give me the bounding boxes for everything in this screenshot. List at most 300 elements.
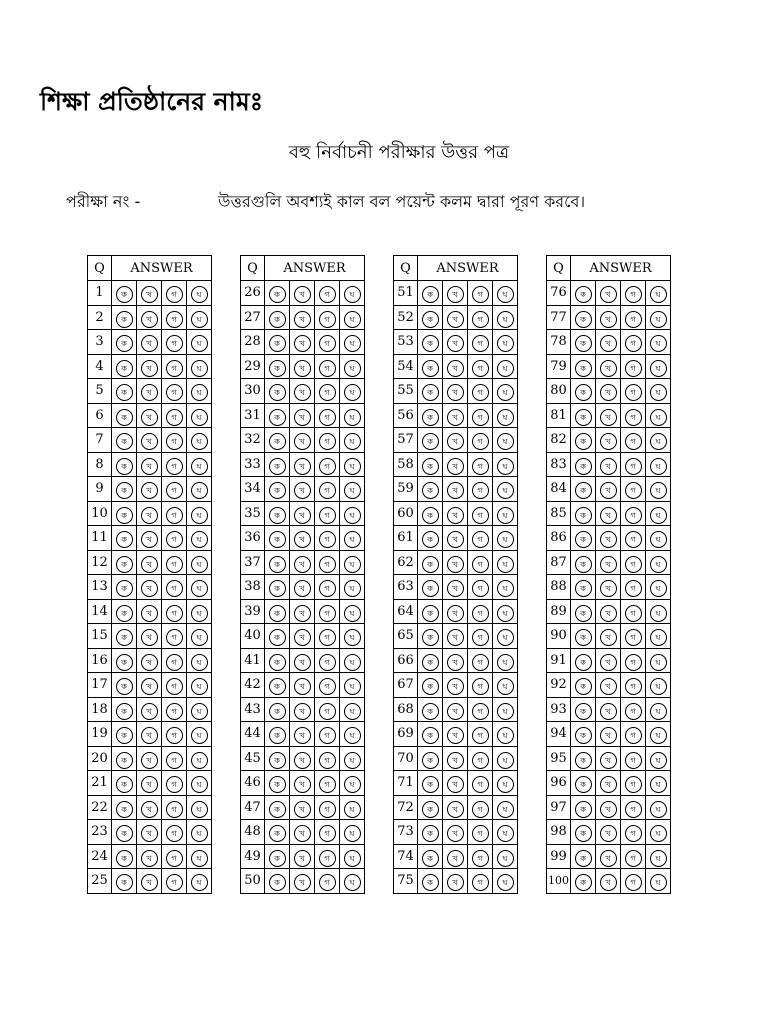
answer-bubble[interactable]: খ [141, 580, 158, 597]
answer-bubble[interactable]: খ [600, 801, 617, 818]
answer-bubble[interactable]: খ [294, 409, 311, 426]
answer-bubble[interactable]: গ [319, 335, 336, 352]
answer-bubble[interactable]: খ [141, 482, 158, 499]
answer-bubble[interactable]: ক [116, 629, 133, 646]
answer-bubble[interactable]: গ [625, 825, 642, 842]
answer-bubble[interactable]: গ [319, 531, 336, 548]
answer-bubble[interactable]: গ [625, 384, 642, 401]
answer-bubble[interactable]: খ [294, 825, 311, 842]
answer-bubble[interactable]: খ [141, 531, 158, 548]
answer-bubble[interactable]: গ [319, 311, 336, 328]
answer-bubble[interactable]: গ [166, 874, 183, 891]
answer-bubble[interactable]: ক [116, 286, 133, 303]
answer-bubble[interactable]: গ [472, 850, 489, 867]
answer-bubble[interactable]: গ [625, 286, 642, 303]
answer-bubble[interactable]: ঘ [191, 874, 208, 891]
answer-bubble[interactable]: খ [294, 580, 311, 597]
answer-bubble[interactable]: ক [116, 311, 133, 328]
answer-bubble[interactable]: ঘ [497, 458, 514, 475]
answer-bubble[interactable]: গ [472, 458, 489, 475]
answer-bubble[interactable]: ক [116, 678, 133, 695]
answer-bubble[interactable]: খ [294, 801, 311, 818]
answer-bubble[interactable]: ঘ [650, 678, 667, 695]
answer-bubble[interactable]: গ [472, 825, 489, 842]
answer-bubble[interactable]: ঘ [497, 678, 514, 695]
answer-bubble[interactable]: খ [447, 311, 464, 328]
answer-bubble[interactable]: ক [116, 752, 133, 769]
answer-bubble[interactable]: ক [269, 311, 286, 328]
answer-bubble[interactable]: ঘ [344, 874, 361, 891]
answer-bubble[interactable]: ক [575, 629, 592, 646]
answer-bubble[interactable]: খ [600, 605, 617, 622]
answer-bubble[interactable]: খ [600, 727, 617, 744]
answer-bubble[interactable]: খ [600, 482, 617, 499]
answer-bubble[interactable]: খ [447, 727, 464, 744]
answer-bubble[interactable]: ঘ [650, 850, 667, 867]
answer-bubble[interactable]: ঘ [191, 335, 208, 352]
answer-bubble[interactable]: ক [269, 286, 286, 303]
answer-bubble[interactable]: গ [472, 335, 489, 352]
answer-bubble[interactable]: খ [294, 605, 311, 622]
answer-bubble[interactable]: ঘ [650, 874, 667, 891]
answer-bubble[interactable]: খ [447, 384, 464, 401]
answer-bubble[interactable]: ক [422, 531, 439, 548]
answer-bubble[interactable]: গ [166, 311, 183, 328]
answer-bubble[interactable]: ঘ [497, 580, 514, 597]
answer-bubble[interactable]: গ [166, 703, 183, 720]
answer-bubble[interactable]: খ [447, 580, 464, 597]
answer-bubble[interactable]: ঘ [497, 654, 514, 671]
answer-bubble[interactable]: ক [269, 703, 286, 720]
answer-bubble[interactable]: ক [575, 850, 592, 867]
answer-bubble[interactable]: ক [116, 409, 133, 426]
answer-bubble[interactable]: ঘ [650, 286, 667, 303]
answer-bubble[interactable]: খ [600, 360, 617, 377]
answer-bubble[interactable]: খ [294, 458, 311, 475]
answer-bubble[interactable]: খ [141, 384, 158, 401]
answer-bubble[interactable]: গ [472, 678, 489, 695]
answer-bubble[interactable]: ঘ [191, 458, 208, 475]
answer-bubble[interactable]: খ [447, 703, 464, 720]
answer-bubble[interactable]: ঘ [497, 507, 514, 524]
answer-bubble[interactable]: ক [422, 703, 439, 720]
answer-bubble[interactable]: গ [319, 874, 336, 891]
answer-bubble[interactable]: খ [600, 678, 617, 695]
answer-bubble[interactable]: ঘ [344, 311, 361, 328]
answer-bubble[interactable]: ক [422, 727, 439, 744]
answer-bubble[interactable]: খ [600, 776, 617, 793]
answer-bubble[interactable]: গ [472, 286, 489, 303]
answer-bubble[interactable]: খ [447, 776, 464, 793]
answer-bubble[interactable]: ক [575, 580, 592, 597]
answer-bubble[interactable]: ঘ [497, 752, 514, 769]
answer-bubble[interactable]: ঘ [497, 727, 514, 744]
answer-bubble[interactable]: খ [600, 752, 617, 769]
answer-bubble[interactable]: ক [422, 433, 439, 450]
answer-bubble[interactable]: খ [141, 874, 158, 891]
answer-bubble[interactable]: গ [166, 801, 183, 818]
answer-bubble[interactable]: ঘ [497, 384, 514, 401]
answer-bubble[interactable]: খ [294, 556, 311, 573]
answer-bubble[interactable]: খ [141, 311, 158, 328]
answer-bubble[interactable]: গ [319, 801, 336, 818]
answer-bubble[interactable]: খ [141, 556, 158, 573]
answer-bubble[interactable]: ঘ [497, 286, 514, 303]
answer-bubble[interactable]: ঘ [344, 580, 361, 597]
answer-bubble[interactable]: ক [575, 801, 592, 818]
answer-bubble[interactable]: খ [141, 360, 158, 377]
answer-bubble[interactable]: খ [447, 507, 464, 524]
answer-bubble[interactable]: ক [422, 458, 439, 475]
answer-bubble[interactable]: ক [422, 776, 439, 793]
answer-bubble[interactable]: গ [625, 531, 642, 548]
answer-bubble[interactable]: খ [447, 335, 464, 352]
answer-bubble[interactable]: খ [294, 433, 311, 450]
answer-bubble[interactable]: ঘ [650, 409, 667, 426]
answer-bubble[interactable]: ঘ [497, 335, 514, 352]
answer-bubble[interactable]: খ [600, 409, 617, 426]
answer-bubble[interactable]: ক [116, 360, 133, 377]
answer-bubble[interactable]: খ [294, 752, 311, 769]
answer-bubble[interactable]: খ [447, 531, 464, 548]
answer-bubble[interactable]: খ [294, 874, 311, 891]
answer-bubble[interactable]: গ [472, 531, 489, 548]
answer-bubble[interactable]: গ [319, 703, 336, 720]
answer-bubble[interactable]: গ [166, 580, 183, 597]
answer-bubble[interactable]: ঘ [344, 556, 361, 573]
answer-bubble[interactable]: ক [575, 409, 592, 426]
answer-bubble[interactable]: ক [116, 605, 133, 622]
answer-bubble[interactable]: খ [600, 703, 617, 720]
answer-bubble[interactable]: ঘ [191, 384, 208, 401]
answer-bubble[interactable]: ক [575, 776, 592, 793]
answer-bubble[interactable]: ক [116, 580, 133, 597]
answer-bubble[interactable]: ঘ [344, 409, 361, 426]
answer-bubble[interactable]: গ [166, 629, 183, 646]
answer-bubble[interactable]: গ [319, 605, 336, 622]
answer-bubble[interactable]: ঘ [650, 752, 667, 769]
answer-bubble[interactable]: খ [600, 286, 617, 303]
answer-bubble[interactable]: খ [447, 654, 464, 671]
answer-bubble[interactable]: গ [319, 409, 336, 426]
answer-bubble[interactable]: ক [422, 556, 439, 573]
answer-bubble[interactable]: খ [447, 850, 464, 867]
answer-bubble[interactable]: ক [269, 654, 286, 671]
answer-bubble[interactable]: ঘ [650, 482, 667, 499]
answer-bubble[interactable]: গ [625, 311, 642, 328]
answer-bubble[interactable]: ক [575, 825, 592, 842]
answer-bubble[interactable]: গ [166, 409, 183, 426]
answer-bubble[interactable]: ক [575, 752, 592, 769]
answer-bubble[interactable]: গ [319, 580, 336, 597]
answer-bubble[interactable]: ঘ [191, 556, 208, 573]
answer-bubble[interactable]: ঘ [191, 678, 208, 695]
answer-bubble[interactable]: ক [422, 580, 439, 597]
answer-bubble[interactable]: খ [600, 311, 617, 328]
answer-bubble[interactable]: ক [575, 311, 592, 328]
answer-bubble[interactable]: ঘ [344, 384, 361, 401]
answer-bubble[interactable]: ক [422, 360, 439, 377]
answer-bubble[interactable]: গ [625, 360, 642, 377]
answer-bubble[interactable]: খ [141, 629, 158, 646]
answer-bubble[interactable]: খ [294, 703, 311, 720]
answer-bubble[interactable]: ক [575, 335, 592, 352]
answer-bubble[interactable]: গ [319, 556, 336, 573]
answer-bubble[interactable]: গ [625, 580, 642, 597]
answer-bubble[interactable]: খ [600, 531, 617, 548]
answer-bubble[interactable]: ক [116, 531, 133, 548]
answer-bubble[interactable]: ঘ [497, 433, 514, 450]
answer-bubble[interactable]: খ [447, 409, 464, 426]
answer-bubble[interactable]: খ [141, 335, 158, 352]
answer-bubble[interactable]: ঘ [497, 556, 514, 573]
answer-bubble[interactable]: গ [472, 776, 489, 793]
answer-bubble[interactable]: গ [625, 556, 642, 573]
answer-bubble[interactable]: ক [269, 335, 286, 352]
answer-bubble[interactable]: ক [269, 458, 286, 475]
answer-bubble[interactable]: খ [141, 825, 158, 842]
answer-bubble[interactable]: গ [166, 605, 183, 622]
answer-bubble[interactable]: খ [447, 801, 464, 818]
answer-bubble[interactable]: ক [422, 850, 439, 867]
answer-bubble[interactable]: গ [472, 409, 489, 426]
answer-bubble[interactable]: ক [422, 311, 439, 328]
answer-bubble[interactable]: ক [116, 482, 133, 499]
answer-bubble[interactable]: খ [141, 433, 158, 450]
answer-bubble[interactable]: ক [575, 605, 592, 622]
answer-bubble[interactable]: ক [116, 433, 133, 450]
answer-bubble[interactable]: খ [141, 409, 158, 426]
answer-bubble[interactable]: ঘ [650, 654, 667, 671]
answer-bubble[interactable]: ক [116, 556, 133, 573]
answer-bubble[interactable]: ঘ [650, 360, 667, 377]
answer-bubble[interactable]: গ [166, 531, 183, 548]
answer-bubble[interactable]: ঘ [650, 458, 667, 475]
answer-bubble[interactable]: খ [447, 605, 464, 622]
answer-bubble[interactable]: ঘ [191, 482, 208, 499]
answer-bubble[interactable]: গ [319, 776, 336, 793]
answer-bubble[interactable]: খ [141, 458, 158, 475]
answer-bubble[interactable]: ঘ [650, 825, 667, 842]
answer-bubble[interactable]: গ [166, 850, 183, 867]
answer-bubble[interactable]: গ [319, 727, 336, 744]
answer-bubble[interactable]: গ [625, 482, 642, 499]
answer-bubble[interactable]: ঘ [497, 825, 514, 842]
answer-bubble[interactable]: গ [625, 629, 642, 646]
answer-bubble[interactable]: খ [600, 874, 617, 891]
answer-bubble[interactable]: ঘ [344, 727, 361, 744]
answer-bubble[interactable]: খ [600, 629, 617, 646]
answer-bubble[interactable]: গ [319, 752, 336, 769]
answer-bubble[interactable]: ক [575, 507, 592, 524]
answer-bubble[interactable]: ক [422, 678, 439, 695]
answer-bubble[interactable]: ক [116, 727, 133, 744]
answer-bubble[interactable]: গ [166, 727, 183, 744]
answer-bubble[interactable]: ঘ [344, 335, 361, 352]
answer-bubble[interactable]: গ [472, 433, 489, 450]
answer-bubble[interactable]: গ [166, 360, 183, 377]
answer-bubble[interactable]: গ [625, 409, 642, 426]
answer-bubble[interactable]: খ [600, 825, 617, 842]
answer-bubble[interactable]: ক [575, 433, 592, 450]
answer-bubble[interactable]: গ [319, 654, 336, 671]
answer-bubble[interactable]: ঘ [650, 507, 667, 524]
answer-bubble[interactable]: ক [116, 874, 133, 891]
answer-bubble[interactable]: ঘ [344, 776, 361, 793]
answer-bubble[interactable]: ক [116, 654, 133, 671]
answer-bubble[interactable]: ঘ [191, 531, 208, 548]
answer-bubble[interactable]: ঘ [650, 335, 667, 352]
answer-bubble[interactable]: ঘ [344, 801, 361, 818]
answer-bubble[interactable]: ক [422, 654, 439, 671]
answer-bubble[interactable]: ঘ [344, 752, 361, 769]
answer-bubble[interactable]: খ [294, 335, 311, 352]
answer-bubble[interactable]: খ [447, 482, 464, 499]
answer-bubble[interactable]: গ [472, 384, 489, 401]
answer-bubble[interactable]: ঘ [191, 409, 208, 426]
answer-bubble[interactable]: ক [422, 825, 439, 842]
answer-bubble[interactable]: গ [166, 433, 183, 450]
answer-bubble[interactable]: ক [269, 531, 286, 548]
answer-bubble[interactable]: ক [269, 727, 286, 744]
answer-bubble[interactable]: ক [269, 678, 286, 695]
answer-bubble[interactable]: ঘ [497, 531, 514, 548]
answer-bubble[interactable]: ক [269, 580, 286, 597]
answer-bubble[interactable]: গ [166, 556, 183, 573]
answer-bubble[interactable]: খ [447, 752, 464, 769]
answer-bubble[interactable]: ক [575, 286, 592, 303]
answer-bubble[interactable]: গ [472, 629, 489, 646]
answer-bubble[interactable]: ঘ [650, 311, 667, 328]
answer-bubble[interactable]: গ [472, 654, 489, 671]
answer-bubble[interactable]: গ [472, 482, 489, 499]
answer-bubble[interactable]: ঘ [344, 825, 361, 842]
answer-bubble[interactable]: গ [166, 752, 183, 769]
answer-bubble[interactable]: গ [625, 850, 642, 867]
answer-bubble[interactable]: ক [116, 850, 133, 867]
answer-bubble[interactable]: ক [116, 507, 133, 524]
answer-bubble[interactable]: খ [294, 360, 311, 377]
answer-bubble[interactable]: খ [294, 629, 311, 646]
answer-bubble[interactable]: ঘ [344, 629, 361, 646]
answer-bubble[interactable]: খ [447, 678, 464, 695]
answer-bubble[interactable]: ঘ [191, 727, 208, 744]
answer-bubble[interactable]: গ [166, 384, 183, 401]
answer-bubble[interactable]: ঘ [191, 311, 208, 328]
answer-bubble[interactable]: ঘ [191, 801, 208, 818]
answer-bubble[interactable]: গ [319, 360, 336, 377]
answer-bubble[interactable]: ক [422, 874, 439, 891]
answer-bubble[interactable]: গ [625, 678, 642, 695]
answer-bubble[interactable]: ঘ [650, 580, 667, 597]
answer-bubble[interactable]: খ [447, 286, 464, 303]
answer-bubble[interactable]: খ [294, 311, 311, 328]
answer-bubble[interactable]: খ [600, 507, 617, 524]
answer-bubble[interactable]: ক [575, 384, 592, 401]
answer-bubble[interactable]: ঘ [344, 507, 361, 524]
answer-bubble[interactable]: খ [294, 850, 311, 867]
answer-bubble[interactable]: ঘ [344, 850, 361, 867]
answer-bubble[interactable]: গ [319, 507, 336, 524]
answer-bubble[interactable]: গ [319, 482, 336, 499]
answer-bubble[interactable]: ঘ [650, 531, 667, 548]
answer-bubble[interactable]: ক [269, 433, 286, 450]
answer-bubble[interactable]: ক [269, 507, 286, 524]
answer-bubble[interactable]: গ [472, 727, 489, 744]
answer-bubble[interactable]: ক [575, 531, 592, 548]
answer-bubble[interactable]: ঘ [344, 654, 361, 671]
answer-bubble[interactable]: ঘ [497, 776, 514, 793]
answer-bubble[interactable]: ঘ [191, 605, 208, 622]
answer-bubble[interactable]: খ [447, 433, 464, 450]
answer-bubble[interactable]: গ [166, 776, 183, 793]
answer-bubble[interactable]: খ [447, 629, 464, 646]
answer-bubble[interactable]: খ [141, 654, 158, 671]
answer-bubble[interactable]: ক [116, 801, 133, 818]
answer-bubble[interactable]: ক [422, 335, 439, 352]
answer-bubble[interactable]: ঘ [191, 776, 208, 793]
answer-bubble[interactable]: ঘ [344, 458, 361, 475]
answer-bubble[interactable]: ক [575, 556, 592, 573]
answer-bubble[interactable]: ক [575, 874, 592, 891]
answer-bubble[interactable]: গ [166, 507, 183, 524]
answer-bubble[interactable]: গ [166, 825, 183, 842]
answer-bubble[interactable]: ঘ [191, 752, 208, 769]
answer-bubble[interactable]: ক [575, 360, 592, 377]
answer-bubble[interactable]: গ [319, 629, 336, 646]
answer-bubble[interactable]: গ [625, 335, 642, 352]
answer-bubble[interactable]: গ [319, 678, 336, 695]
answer-bubble[interactable]: ক [422, 286, 439, 303]
answer-bubble[interactable]: ঘ [650, 703, 667, 720]
answer-bubble[interactable]: খ [294, 678, 311, 695]
answer-bubble[interactable]: গ [625, 874, 642, 891]
answer-bubble[interactable]: ঘ [650, 433, 667, 450]
answer-bubble[interactable]: খ [141, 703, 158, 720]
answer-bubble[interactable]: ক [116, 703, 133, 720]
answer-bubble[interactable]: ক [422, 482, 439, 499]
answer-bubble[interactable]: খ [141, 752, 158, 769]
answer-bubble[interactable]: গ [625, 752, 642, 769]
answer-bubble[interactable]: ঘ [497, 874, 514, 891]
answer-bubble[interactable]: গ [166, 458, 183, 475]
answer-bubble[interactable]: ক [269, 874, 286, 891]
answer-bubble[interactable]: ক [269, 850, 286, 867]
answer-bubble[interactable]: গ [166, 286, 183, 303]
answer-bubble[interactable]: ক [116, 776, 133, 793]
answer-bubble[interactable]: ক [269, 409, 286, 426]
answer-bubble[interactable]: গ [319, 458, 336, 475]
answer-bubble[interactable]: খ [141, 776, 158, 793]
answer-bubble[interactable]: ঘ [344, 703, 361, 720]
answer-bubble[interactable]: ক [575, 458, 592, 475]
answer-bubble[interactable]: খ [600, 556, 617, 573]
answer-bubble[interactable]: খ [294, 654, 311, 671]
answer-bubble[interactable]: গ [472, 801, 489, 818]
answer-bubble[interactable]: ঘ [497, 801, 514, 818]
answer-bubble[interactable]: খ [600, 458, 617, 475]
answer-bubble[interactable]: ঘ [344, 678, 361, 695]
answer-bubble[interactable]: ক [269, 801, 286, 818]
answer-bubble[interactable]: ক [575, 703, 592, 720]
answer-bubble[interactable]: খ [600, 335, 617, 352]
answer-bubble[interactable]: ক [575, 482, 592, 499]
answer-bubble[interactable]: ঘ [650, 384, 667, 401]
answer-bubble[interactable]: খ [447, 874, 464, 891]
answer-bubble[interactable]: খ [447, 458, 464, 475]
answer-bubble[interactable]: খ [294, 286, 311, 303]
answer-bubble[interactable]: গ [319, 433, 336, 450]
